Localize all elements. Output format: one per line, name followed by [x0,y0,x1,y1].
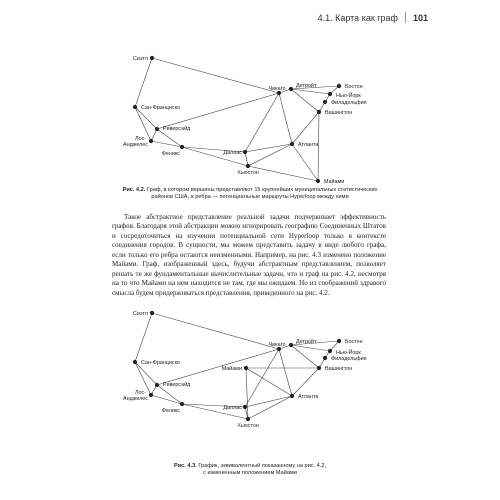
edge-atlanta-washington [292,112,319,144]
label-san-francisco: Сан-Франциско [141,360,181,366]
node-atlanta [290,394,294,398]
node-miami [244,366,248,370]
node-riverside [155,127,159,131]
label-chicago: Чикаго [268,86,286,92]
edge-detroit-new-york [291,89,330,94]
node-riverside [155,383,159,387]
node-philadelphia [323,356,327,360]
label-los-angeles-line1: Лос- [134,390,146,396]
edge-seattle-san-francisco [132,311,152,362]
node-atlanta [290,142,294,146]
edge-houston-atlanta [248,396,292,419]
header-divider [405,12,406,23]
label-miami: Майами [221,366,242,372]
caption-line: с измененным положением Майами [203,470,297,477]
edge-detroit-washington [291,89,319,112]
figure-4-3-graph [0,306,500,456]
label-los-angeles-line2: Анджелес [123,396,148,402]
edge-los-angeles-phoenix [151,395,182,404]
edge-seattle-chicago [152,58,279,93]
running-header [318,12,428,23]
node-los-angeles [149,139,153,143]
node-houston [246,417,250,421]
edge-dallas-houston [245,152,248,166]
node-boston [337,84,341,88]
label-seattle: Сиэтл [132,56,148,62]
label-boston: Бостон [345,339,363,345]
label-detroit: Детройт [296,83,317,89]
label-houston: Хьюстон [237,423,259,429]
edge-dallas-chicago [245,93,279,152]
edge-riverside-chicago [157,349,279,385]
label-boston: Бостон [345,84,363,90]
label-los-angeles-line1: Лос- [134,136,146,142]
label-san-francisco: Сан-Франциско [141,105,181,111]
label-phoenix: Феникс [161,408,180,414]
label-washington: Вашингтон [325,110,353,116]
label-new-york: Нью-Йорк [336,93,361,99]
label-atlanta: Атланта [298,394,319,400]
node-new-york [328,92,332,96]
figure-label: Рис. 4.3. [174,463,197,469]
label-seattle: Сиэтл [132,311,148,317]
figure-4-2-caption [95,187,405,202]
caption-line: Граф, в котором вершины представляют 15 крупнейших муниципальных статистических [146,187,378,193]
edge-atlanta-miami [246,368,292,396]
label-houston: Хьюстон [237,170,259,176]
caption-line: График, эквивалентный показанному на рис. 4.2, [198,463,326,469]
label-detroit: Детройт [296,339,317,345]
node-phoenix [180,145,184,149]
label-philadelphia: Филадельфия [331,356,367,362]
edge-dallas-atlanta [245,396,292,407]
node-washington [317,110,321,114]
page-number: 101 [412,12,428,23]
edge-atlanta-miami [292,144,318,181]
node-detroit [289,343,293,347]
node-new-york [328,349,332,353]
node-seattle [150,311,154,315]
label-new-york: Нью-Йорк [336,350,361,356]
node-detroit [289,87,293,91]
node-san-francisco [133,105,137,109]
edge-houston-atlanta [248,144,292,166]
node-miami [316,179,320,183]
section-title: 4.1. Карта как граф [317,12,398,23]
edge-dallas-atlanta [245,144,292,152]
label-philadelphia: Филадельфия [331,100,367,106]
node-dallas [243,405,247,409]
node-houston [246,164,250,168]
node-boston [337,339,341,343]
caption-line: районов США, а ребра — потенциальные маршруты Hyperloop между ними [151,194,349,201]
edge-seattle-san-francisco [132,56,152,107]
label-riverside: Риверсайд [163,382,191,388]
label-los-angeles-line2: Анджелес [123,142,148,148]
label-dallas: Даллас [223,150,242,156]
label-chicago: Чикаго [268,342,286,348]
body-paragraph: Такое абстрактное представление реальной задачи подчеркивает эффективность графов. Благодаря этой абстракции можно игнорировать географию Соединенных Штатов и сосредоточиться на изучении потенциальной сети Hyperloop только в контексте соединения городов. В сущности, мы можем представить задачу в виде любого графа, если только его ребра остаются неизменными. Например, на рис. 4.3 изменено положение Майами. Граф, изображенный здесь, будучи абстрактным представлением, позволяет решать те же фундаментальные вычислительные задачи, что и граф на рис. 4.2, несмотря на то что Майами на нем находится не там, где мы ожидаем. Но из соображений здравого смысла будем придерживаться представления, приведенного на рис. 4.2. [112,213,386,297]
label-dallas: Даллас [223,405,242,411]
edge-riverside-chicago [157,93,279,129]
label-riverside: Риверсайд [163,126,191,132]
node-phoenix [180,402,184,406]
label-miami: Майами [324,179,345,185]
label-washington: Вашингтон [325,366,353,372]
node-los-angeles [149,393,153,397]
figure-4-3-caption [120,463,380,478]
node-seattle [150,56,154,60]
label-phoenix: Феникс [161,151,180,157]
edge-atlanta-chicago [279,93,292,144]
label-atlanta: Атланта [298,142,319,148]
edge-seattle-chicago [152,313,279,349]
figure-label: Рис. 4.2. [122,187,146,193]
node-san-francisco [133,360,137,364]
node-philadelphia [323,100,327,104]
node-washington [317,366,321,370]
node-dallas [243,150,247,154]
edge-atlanta-washington [292,368,319,396]
